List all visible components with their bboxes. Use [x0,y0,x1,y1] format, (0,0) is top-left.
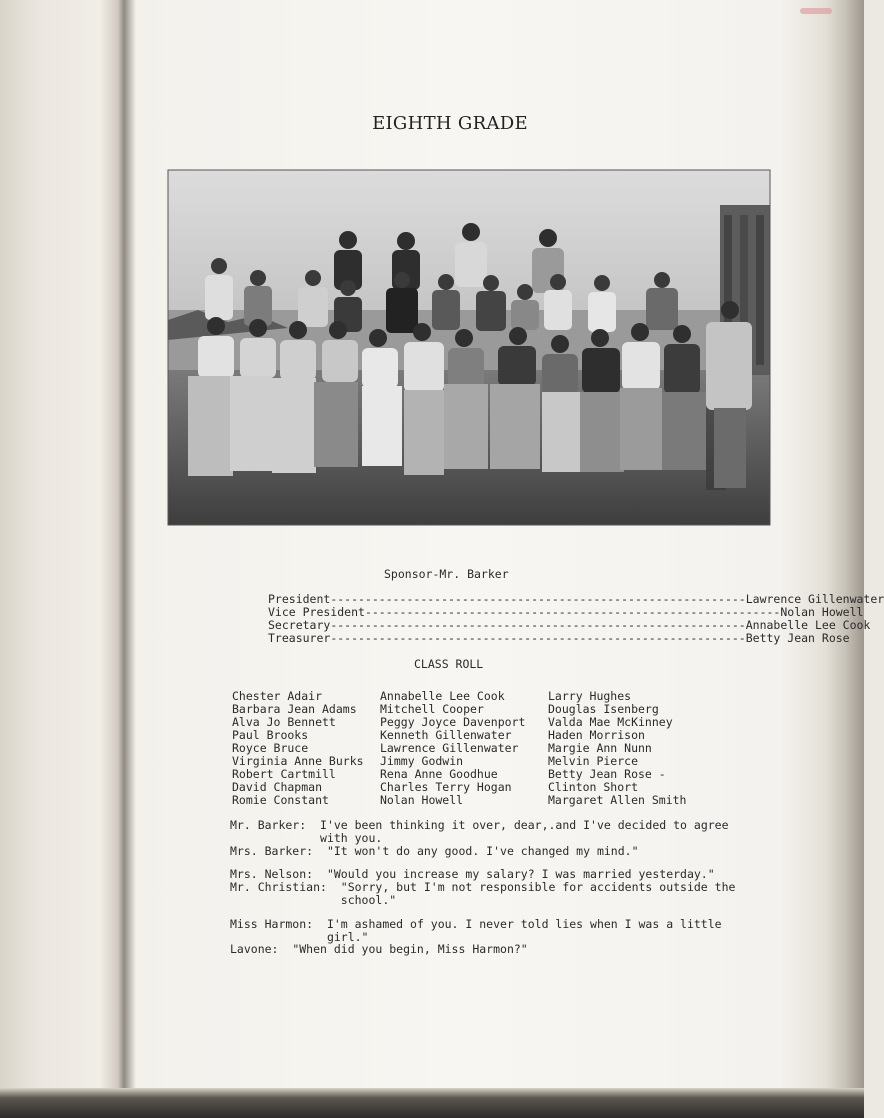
list-item: Robert Cartmill [232,767,336,781]
joke-speaker: Mrs. Nelson: [230,867,327,882]
joke-line [230,943,750,956]
page-title: EIGHTH GRADE [372,113,528,134]
book-bottom-edge [0,1088,864,1118]
list-item: Alva Jo Bennett [232,715,336,729]
joke-text: "Would you increase my salary? I was married yesterday." [326,867,715,882]
list-item: Larry Hughes [548,689,632,703]
joke-line [230,819,750,845]
class-photo [168,170,770,525]
class-roll-column-1 [232,690,364,807]
leader-dashes: ------------------------------------------------------------ [330,618,746,632]
list-item: Virginia Anne Burks [232,754,364,768]
sponsor-line: Sponsor-Mr. Barker [384,567,509,581]
list-item: Rena Anne Goodhue [380,767,498,781]
officer-name: Annabelle Lee Cook [745,618,871,632]
joke-speaker: Lavone: [230,942,293,957]
leader-dashes: ------------------------------------------------------------ [330,592,746,606]
joke-speaker: Mr. Barker: [230,818,321,832]
list-item: Jimmy Godwin [380,754,464,768]
joke-line [230,881,750,907]
class-roll-column-2 [380,690,525,807]
list-item: Melvin Pierce [548,754,639,768]
list-item: Peggy Joyce Davenport [380,715,526,729]
officer-row [268,631,850,645]
list-item: Annabelle Lee Cook [380,689,505,703]
joke-speaker: Mr. Christian: [230,880,341,895]
list-item: Kenneth Gillenwater [380,728,512,742]
joke-text: "It won't do any good. I've changed my mind." [326,843,639,858]
joke-speaker: Mrs. Barker: [230,843,327,858]
joke-line [230,845,750,858]
list-item: Margie Ann Nunn [548,741,652,755]
jokes-section [230,819,750,956]
list-item: Mitchell Cooper [380,702,484,716]
list-item: Margaret Allen Smith [548,793,687,807]
joke-text: I'm ashamed of you. I never told lies when I was a little girl." [326,916,722,944]
list-item: Barbara Jean Adams [232,702,357,716]
joke-text: I've been thinking it over, dear,.and I've decided to agree with you. [320,818,729,845]
list-item: Charles Terry Hogan [380,780,512,794]
list-item: David Chapman [232,780,323,794]
margin-mark [800,8,832,14]
list-item: Paul Brooks [232,728,309,742]
list-item: Nolan Howell [380,793,464,807]
list-item: Valda Mae McKinney [548,715,673,729]
list-item: Royce Bruce [232,741,309,755]
joke-line [230,918,750,944]
officer-role: Secretary [268,618,331,632]
joke-text: "Sorry, but I'm not responsible for accidents outside the school." [340,880,736,907]
list-item: Betty Jean Rose - [548,767,666,781]
officers-list [268,592,884,645]
officer-role: Treasurer [268,631,331,645]
officer-role: Vice President [268,605,365,619]
list-item: Douglas Isenberg [548,702,659,716]
leader-dashes: ------------------------------------------------------------ [330,631,746,645]
list-item: Haden Morrison [548,728,645,742]
officer-role: President [268,592,331,606]
list-item: Romie Constant [232,793,329,807]
joke-text: "When did you begin, Miss Harmon?" [292,942,528,957]
officer-name: Betty Jean Rose [745,631,850,645]
list-item: Lawrence Gillenwater [380,741,519,755]
leader-dashes: ------------------------------------------------------------ [364,605,781,619]
list-item: Chester Adair [232,689,323,703]
officer-name: Nolan Howell [780,605,864,619]
class-roll-column-3 [548,690,686,807]
officer-name: Lawrence Gillenwater [745,592,884,606]
class-roll-title: CLASS ROLL [414,657,484,671]
list-item: Clinton Short [548,780,639,794]
joke-speaker: Miss Harmon: [230,916,327,931]
